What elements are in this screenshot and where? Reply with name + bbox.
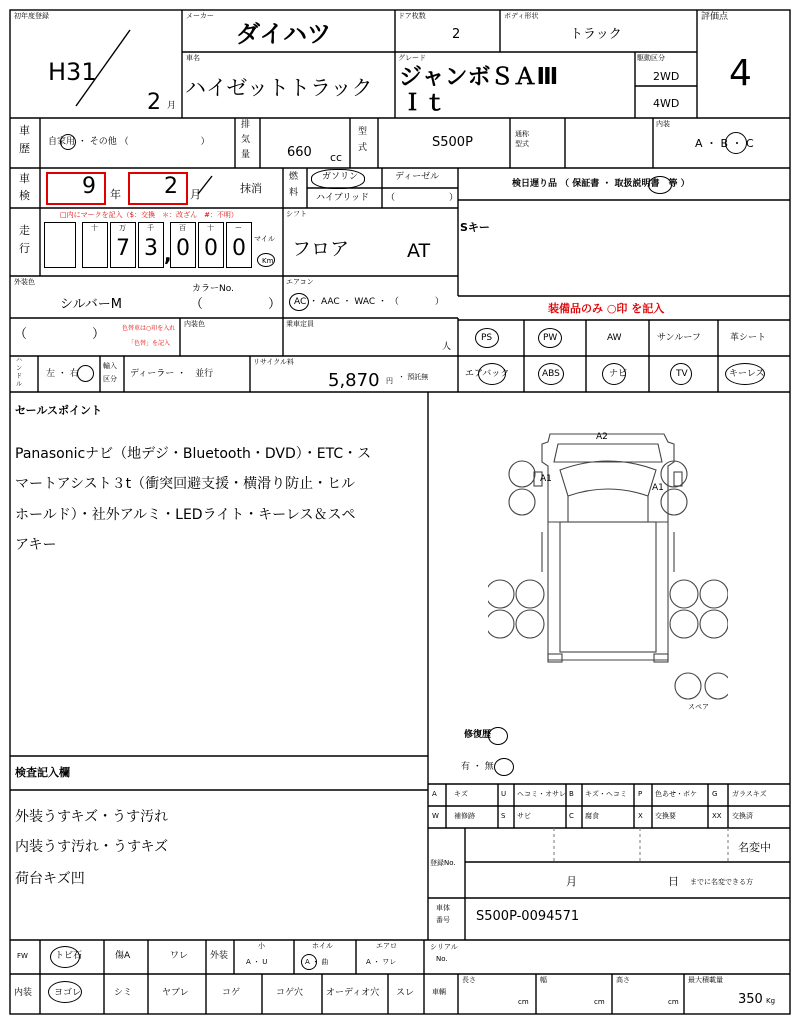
odometer-unit-head: 十 [207,224,214,232]
legend-label: 交換済 [732,812,753,820]
legend-code: P [638,790,643,798]
recycle-label: リサイクル料 [253,358,295,366]
displacement-label-2: 気 [241,135,251,145]
interior-grade-label: 内装 [656,120,670,128]
aero-label: エアロ [376,942,397,950]
spare-label: スペア [688,703,709,711]
sales-points-title: セールスポイント [15,404,103,417]
legend-code: S [501,812,506,820]
length-label: 長さ [462,976,476,984]
legend-code: W [432,812,439,820]
equipment-title: 装備品のみ ○印 を記入 [548,302,665,315]
documents-selected-circle [648,176,672,194]
first-registration-label: 初年度登録 [14,12,49,20]
exterior-label: 外装 [210,951,229,961]
car-name: ハイゼットトラック [185,76,373,100]
documents-title: 検日遅り品 （ 保証書 ・ 取扱説明書 等 ） [512,179,690,189]
equip-airbag-circle [478,363,506,385]
odometer-digit: 0 [176,236,190,261]
chassis-number: S500P-0094571 [476,909,580,924]
length-unit: cm [518,998,529,1006]
repair-label-circle [488,727,508,745]
equip-airbag: エアバック [465,369,510,379]
legend-label: サビ [517,812,531,820]
equip-keyless-circle [725,363,765,385]
recycle-deposit: ・ 預託無 [398,373,429,381]
wheel-label: ホイル [312,942,333,950]
fuel-gasoline: ガソリン [322,172,359,182]
recycle-fee: 5,870 [328,370,380,391]
equip-abs-circle [538,363,564,385]
odometer-unit-head: 十 [91,224,98,232]
wheel-value: A ・ 曲 [305,958,329,966]
check-title: 検査記入欄 [15,766,70,779]
legend-label: キズ [454,790,468,798]
sales-point-line: Panasonicナビ（地デジ・Bluetooth・DVD）・ETC・ス [15,446,372,462]
equip-aw: AW [607,333,622,343]
legend-label: 補修跡 [454,812,475,820]
odometer-unit-head: 万 [119,224,126,232]
grade-line2: Ｉｔ [401,90,447,116]
fuel-label-2: 料 [289,188,299,198]
legend-code: A [432,790,437,798]
aero-value: A ・ ワレ [366,958,397,966]
history-label-1: 車 [19,124,30,137]
shift-trans: AT [407,240,431,262]
fuel-other: （ ） [386,193,459,203]
handle-label-4: ル [16,381,23,388]
import-label-2: 区分 [103,375,117,383]
interior-grades: A ・ B ・ C [695,137,754,150]
score: 4 [729,53,752,94]
history-value: 自家用 ・ その他 （ ） [48,137,210,147]
score-label: 評価点 [701,12,729,22]
name-change-status: 名変中 [738,841,771,854]
recycle-yen: 円 [386,377,393,385]
odometer-digit: 0 [204,236,218,261]
mileage-label-1: 走 [19,224,30,237]
inspection-year: 9 [82,174,96,199]
displacement: 660 [287,145,312,160]
serial-label-2: No. [436,955,448,963]
grade-line1: ジャンボＳＡⅢ [399,64,559,90]
first-registration-era: H31 [48,58,97,86]
interior-damage-item: ヤブレ [162,988,189,998]
vehicle-damage-diagram [488,422,728,722]
grade-label: グレード [398,54,426,62]
handle-label-2: ン [16,365,23,372]
damage-mark: A2 [596,432,608,442]
interior-damage-item: コゲ穴 [276,988,304,998]
odometer-digit: 7 [116,236,130,261]
check-line: 内装うす汚れ・うすキズ [15,839,169,855]
equip-pw: PW [543,333,558,343]
ac-options: AC ・ AAC ・ WAC ・ （ ） [294,297,444,307]
fuel-selected-circle [311,169,365,189]
shift-label: シフト [286,210,307,218]
equip-abs: ABS [542,369,560,379]
interior-damage-item: シミ [114,988,133,998]
max-load-label: 最大積載量 [688,976,723,984]
repair-history-value: 有 ・ 無 [461,762,494,772]
fuel-hybrid: ハイブリッド [316,193,370,203]
sales-point-line: マートアシスト３t（衝突回避支援・横滑り防止・ヒル [15,476,356,492]
inspection-year-box [46,172,106,205]
check-line: 外装うすキズ・うす汚れ [15,809,169,825]
inspection-year-unit: 年 [110,188,121,201]
inspection-canceled: 抹消 [240,182,262,195]
small-value: A ・ U [246,958,268,966]
serial-label-1: シリアル [430,943,458,951]
damage-mark: A1 [540,474,552,484]
int-color-label: 内装色 [184,320,205,328]
color-code-label: カラーNo. [192,284,234,294]
body-type-label: ボディ形状 [504,12,539,20]
check-line: 荷台キズ凹 [15,871,85,887]
sales-point-line: ホールド）・社外アルミ・LEDライト・キーレス＆スペ [15,507,356,523]
interior-dirt-circle [48,981,82,1003]
first-registration-month-unit: 月 [167,101,177,111]
odometer-digit: 0 [232,236,246,261]
legend-label: ガラスキズ [732,790,767,798]
handle-label-3: ド [16,373,23,380]
color-change-note1: 色替車は○印を入れ [122,325,176,332]
displacement-label-1: 排 [241,120,251,130]
legend-code: B [569,790,574,798]
chassis-label-1: 車体 [436,904,450,912]
ac-selected-circle [289,293,309,311]
fw-chip: トビ石 [55,951,83,961]
interior-damage-item: スレ [396,988,415,998]
fuel-diesel: ディーゼル [395,172,440,182]
capacity-label: 乗車定員 [286,320,314,328]
mileage-note: □内にマークを記入（$：交換 ＊：改ざん #：不明） [60,211,238,219]
first-registration-month: 2 [147,90,161,115]
doors: 2 [452,27,461,42]
ac-label: エアコン [286,278,314,286]
height-label: 高さ [616,976,630,984]
legend-code: U [501,790,507,798]
legend-label: ヘコミ・オサレ [517,790,566,798]
history-selected-circle [60,134,76,150]
fw-chip-circle [50,946,83,968]
dealer-value: ディーラー ・ 並行 [130,369,214,379]
max-load: 350 [738,992,763,1007]
shift-type: フロア [292,238,350,260]
registration-deadline: までに名変できる方 [690,878,753,886]
mileage-label-2: 行 [19,242,30,255]
repair-selected-circle [494,758,514,776]
equip-navi: ナビ [609,369,628,379]
model: S500P [432,135,473,150]
color-code: （ ） [190,297,282,312]
max-load-unit: Kg [766,997,776,1005]
inspection-month-box [128,172,188,205]
equip-ps-circle [475,328,499,348]
ext-color-label: 外装色 [14,278,35,286]
width-unit: cm [594,998,605,1006]
inspection-month-unit: 月 [190,188,201,201]
interior-damage-item: オーディオ穴 [326,988,380,998]
legend-label: 腐食 [585,812,599,820]
repair-history-label: 修復歴 [464,730,492,740]
displacement-unit: cc [330,151,343,164]
drive-label: 駆動区分 [637,54,665,62]
damage-mark: A1 [652,483,664,493]
sales-point-line: アキー [15,537,57,553]
mileage-km: Km [262,257,274,265]
handle-value: 左 ・ 右 [46,369,79,379]
maker: ダイハツ [236,20,332,48]
odometer-unit-head: ー [235,224,242,232]
equip-sunroof: サンルーフ [657,333,701,343]
odometer-comma: , [164,242,172,266]
history-label-2: 歴 [19,142,30,155]
equip-ps: PS [481,333,493,343]
inspection-month: 2 [164,174,178,199]
common-model-label-2: 型式 [515,140,529,148]
inspection-label-1: 車 [19,172,30,185]
equip-tv-circle [670,363,692,385]
drive-4wd: 4WD [653,97,680,110]
equip-keyless: キーレス [729,369,765,379]
legend-code: XX [712,812,722,820]
equip-navi-circle [602,363,626,385]
registration-month: 月 [566,875,577,888]
legend-code: X [638,812,643,820]
odometer-unit-head: 千 [147,224,154,232]
odometer-digit: 3 [144,236,158,261]
chassis-label-2: 番号 [436,916,450,924]
ext-color: シルバーM [60,297,122,312]
mileage-km-circle [257,253,275,267]
model-label-2: 式 [358,143,368,153]
drive-2wd: 2WD [653,70,680,83]
import-label-1: 輸入 [103,362,117,370]
doors-label: ドア枚数 [398,12,426,20]
common-model-label-1: 通称 [515,130,529,138]
mileage-mark-box [44,222,76,268]
legend-label: 色あせ・ボケ [655,790,697,798]
equip-leather: 革シート [730,333,767,343]
legend-code: G [712,790,718,798]
interior-label: 内装 [14,988,33,998]
width-label: 幅 [540,976,547,984]
color-change-note2: 「色替」を記入 [128,340,171,347]
body-size-label: 車輌 [432,988,446,996]
height-unit: cm [668,998,679,1006]
body-type: トラック [570,27,622,42]
interior-damage-item: ヨゴレ [54,988,82,998]
interior-damage-item: コゲ [222,988,241,998]
legend-label: 交換要 [655,812,676,820]
legend-code: C [569,812,574,820]
car-name-label: 車名 [186,54,200,62]
registration-day: 日 [668,875,679,888]
fw-crack: ワレ [170,951,189,961]
fw-label: FW [17,952,28,960]
handle-selected-circle [77,365,94,382]
small-label: 小 [258,942,265,950]
displacement-label-3: 量 [241,150,251,160]
equip-tv: TV [676,369,688,379]
model-label-1: 型 [358,127,368,137]
fuel-label-1: 燃 [289,172,299,182]
fw-crack-a: 傷A [115,951,131,961]
legend-label: キズ・ヘコミ [585,790,627,798]
color-change-paren: （ ） [14,327,106,342]
mileage-mile: マイル [254,235,275,243]
interior-grade-selected-circle [725,132,747,154]
inspection-label-2: 検 [19,189,30,202]
equip-pw-circle [538,328,562,348]
handle-label-1: ハ [16,357,23,364]
capacity-unit: 人 [442,342,452,352]
wheel-selected-circle [301,954,317,970]
odometer-unit-head: 百 [179,224,186,232]
registration-label: 登録No. [430,859,456,867]
maker-label: メーカー [186,12,214,20]
documents-content: Sキー [460,221,490,234]
